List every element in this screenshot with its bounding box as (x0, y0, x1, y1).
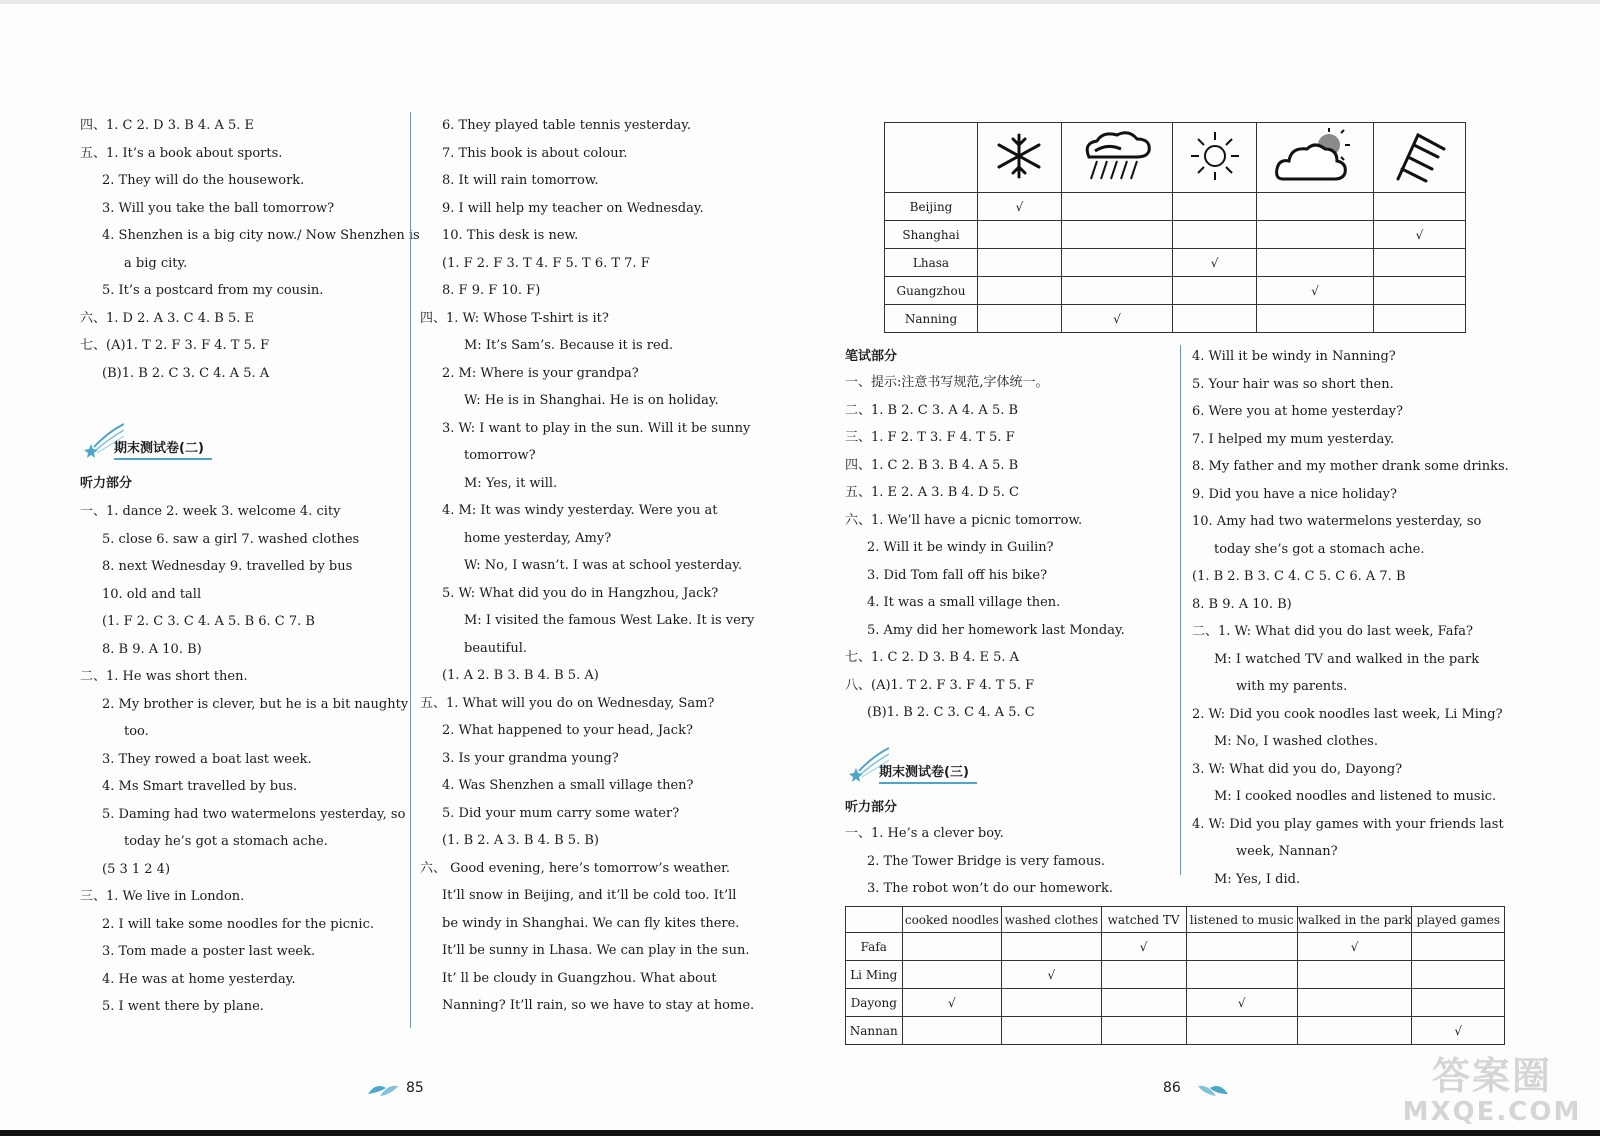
answer-line: 2. They will do the housework. (102, 173, 305, 188)
answer-line: 10. Amy had two watermelons yesterday, so (1192, 514, 1482, 529)
answer-line: 5. I went there by plane. (102, 999, 264, 1014)
check-cell (978, 277, 1062, 305)
check-cell (1061, 221, 1172, 249)
check-cell (1101, 989, 1186, 1017)
check-cell: √ (1373, 221, 1465, 249)
answer-line: 六、1. D 2. A 3. C 4. B 5. E (80, 310, 255, 326)
answer-line: be windy in Shanghai. We can fly kites there. (442, 915, 740, 931)
check-cell (1257, 221, 1374, 249)
check-cell: √ (1173, 249, 1257, 277)
answer-line: 5. W: What did you do in Hangzhou, Jack? (442, 585, 719, 601)
check-cell: √ (1412, 1017, 1505, 1045)
answer-line: 5. close 6. saw a girl 7. washed clothes (102, 531, 360, 547)
check-cell (978, 305, 1062, 333)
answer-line: 9. I will help my teacher on Wednesday. (442, 200, 704, 216)
answer-line: 8. B 9. A 10. B) (1192, 596, 1292, 612)
answer-line: (1. F 2. F 3. T 4. F 5. T 6. T 7. F (442, 255, 650, 271)
answer-line: 3. They rowed a boat last week. (102, 751, 312, 767)
answer-line: 一、1. dance 2. week 3. welcome 4. city (80, 504, 341, 519)
table-row (846, 961, 1505, 989)
answer-line: 4. M: It was windy yesterday. Were you at (442, 503, 718, 518)
answer-line: too. (124, 724, 149, 739)
check-cell (1297, 961, 1412, 989)
check-cell (1101, 1017, 1186, 1045)
answer-line: a big city. (124, 255, 188, 271)
column-1-top (80, 112, 420, 387)
check-cell: √ (1101, 933, 1186, 961)
city-name: Nanning (885, 305, 978, 333)
answer-line: 5. Your hair was so short then. (1192, 376, 1394, 392)
answer-line: 四、1. C 2. B 3. B 4. A 5. B (845, 457, 1019, 473)
answer-line: 4. Ms Smart travelled by bus. (102, 779, 298, 794)
check-cell: √ (902, 989, 1002, 1017)
answer-line: M: Yes, I did. (1214, 871, 1301, 887)
check-cell (1373, 249, 1465, 277)
column-2 (420, 112, 755, 1020)
check-cell (1412, 989, 1505, 1017)
answer-line: today she’s got a stomach ache. (1214, 541, 1425, 557)
answer-line: 8. F 9. F 10. F) (442, 283, 541, 298)
check-cell (1186, 961, 1297, 989)
answer-line: (B)1. B 2. C 3. C 4. A 5. A (102, 365, 270, 381)
answer-line: 2. My brother is clever, but he is a bit naughty (102, 696, 409, 712)
answer-line: 2. What happened to your head, Jack? (442, 723, 693, 738)
weather-header-cell (1257, 123, 1374, 193)
column-divider (410, 112, 411, 1028)
answer-line: 三、1. We live in London. (80, 889, 245, 904)
answer-line: It’ ll be cloudy in Guangzhou. What about (442, 970, 717, 986)
answer-line: 3. Tom made a poster last week. (102, 944, 316, 959)
check-cell (1061, 249, 1172, 277)
watermark-line-2: MXQE.COM (1402, 1097, 1582, 1127)
answer-line: M: I watched TV and walked in the park (1214, 651, 1480, 667)
watermark (1402, 1054, 1582, 1132)
activity-table (845, 906, 1505, 1045)
answer-line: (1. F 2. C 3. C 4. A 5. B 6. C 7. B (102, 614, 315, 629)
leaf-icon (366, 1080, 400, 1098)
answer-line: 10. This desk is new. (442, 228, 579, 243)
check-cell (1173, 305, 1257, 333)
city-name: Lhasa (885, 249, 978, 277)
weather-table (884, 122, 1466, 333)
answer-line: 4. Was Shenzhen a small village then? (442, 778, 694, 793)
answer-line: 3. The robot won’t do our homework. (867, 881, 1113, 896)
check-cell (1173, 277, 1257, 305)
leaf-icon (1196, 1080, 1230, 1098)
answer-line: 3. W: What did you do, Dayong? (1192, 761, 1403, 777)
answer-line: beautiful. (464, 640, 527, 656)
check-cell: √ (1002, 961, 1101, 989)
check-cell: √ (1257, 277, 1374, 305)
section-heading-listening-3: 听力部分 (845, 800, 898, 815)
table-row (885, 305, 1466, 333)
column-divider (1180, 345, 1181, 875)
weather-header-cell (1061, 123, 1172, 193)
sun-icon (1185, 173, 1245, 187)
answer-line: (5 3 1 2 4) (102, 861, 171, 877)
answer-line: 3. Is your grandma young? (442, 750, 619, 766)
answer-line: 一、1. He’s a clever boy. (845, 826, 1004, 841)
table-row (846, 933, 1505, 961)
answer-line: 四、1. C 2. D 3. B 4. A 5. E (80, 118, 255, 133)
table-row (885, 277, 1466, 305)
answer-line: It’ll snow in Beijing, and it’ll be cold too. It’ll (442, 888, 737, 903)
check-cell (1373, 277, 1465, 305)
city-name: Shanghai (885, 221, 978, 249)
check-cell (1412, 933, 1505, 961)
check-cell: √ (1061, 305, 1172, 333)
answer-line: 9. Did you have a nice holiday? (1192, 486, 1397, 502)
activity-header: played games (1412, 907, 1505, 933)
top-edge (0, 0, 1600, 4)
cloudy-icon (1273, 174, 1357, 188)
table-row (846, 1017, 1505, 1045)
answer-line: 三、1. F 2. T 3. F 4. T 5. F (845, 430, 1015, 445)
answer-line: 5. Daming had two watermelons yesterday, so (102, 806, 406, 822)
check-cell: √ (978, 193, 1062, 221)
student-name: Dayong (846, 989, 903, 1017)
check-cell (1061, 277, 1172, 305)
student-name: Li Ming (846, 961, 903, 989)
weather-header-cell (1373, 123, 1465, 193)
answer-line: 五、1. What will you do on Wednesday, Sam? (420, 695, 715, 711)
answer-line: (1. A 2. B 3. B 4. B 5. A) (442, 668, 599, 683)
answer-line: M: Yes, it will. (464, 475, 558, 491)
check-cell (1297, 1017, 1412, 1045)
check-cell (1002, 933, 1101, 961)
answer-line: M: I cooked noodles and listened to music. (1214, 789, 1497, 804)
check-cell (978, 249, 1062, 277)
column-1-bottom (80, 498, 410, 1021)
check-cell (1297, 989, 1412, 1017)
page-number-right: 86 (1163, 1080, 1181, 1096)
section-heading-written: 笔试部分 (845, 349, 898, 364)
answer-line: 10. old and tall (102, 586, 202, 602)
column-4 (1192, 343, 1522, 893)
check-cell (1061, 193, 1172, 221)
answer-line: 4. Will it be windy in Nanning? (1192, 349, 1396, 364)
answer-line: 一、提示:注意书写规范,字体统一。 (845, 375, 1049, 390)
answer-line: 7. I helped my mum yesterday. (1192, 431, 1395, 447)
answer-line: 二、1. B 2. C 3. A 4. A 5. B (845, 402, 1019, 418)
column-3-top (845, 369, 1175, 727)
answer-line: tomorrow? (464, 448, 536, 463)
answer-line: 3. W: I want to play in the sun. Will it be sunny (442, 420, 751, 436)
check-cell (902, 1017, 1002, 1045)
activity-header (846, 907, 903, 933)
check-cell (1373, 193, 1465, 221)
answer-line: 6. Were you at home yesterday? (1192, 404, 1403, 419)
table-row (846, 989, 1505, 1017)
check-cell (1257, 249, 1374, 277)
answer-line: 五、1. It’s a book about sports. (80, 145, 283, 161)
answer-line: W: No, I wasn’t. I was at school yesterday. (464, 558, 743, 573)
check-cell (1373, 305, 1465, 333)
check-cell (1101, 961, 1186, 989)
weather-header-empty (885, 123, 978, 193)
student-name: Fafa (846, 933, 903, 961)
answer-line: 七、1. C 2. D 3. B 4. E 5. A (845, 650, 1020, 665)
check-cell (1186, 933, 1297, 961)
answer-line: 4. W: Did you play games with your friends last (1192, 816, 1504, 832)
activity-header: cooked noodles (902, 907, 1002, 933)
answer-line: 5. Did your mum carry some water? (442, 805, 680, 821)
answer-line: 六、 Good evening, here’s tomorrow’s weather. (420, 860, 731, 876)
answer-line: 2. W: Did you cook noodles last week, Li Ming? (1192, 706, 1503, 722)
answer-line: 五、1. E 2. A 3. B 4. D 5. C (845, 485, 1020, 500)
answer-line: with my parents. (1236, 679, 1348, 694)
answer-line: 4. He was at home yesterday. (102, 971, 296, 987)
wind-icon (1386, 174, 1452, 188)
watermark-line-1: 答案圈 (1431, 1054, 1552, 1098)
check-cell (902, 961, 1002, 989)
check-cell (1173, 193, 1257, 221)
answer-line: M: I visited the famous West Lake. It is very (464, 613, 755, 628)
activity-header: walked in the park (1297, 907, 1412, 933)
student-name: Nannan (846, 1017, 903, 1045)
section-heading-listening: 听力部分 (80, 476, 133, 491)
answer-line: week, Nannan? (1236, 844, 1338, 859)
snow-icon (989, 170, 1049, 184)
answer-line: 6. They played table tennis yesterday. (442, 118, 692, 133)
check-cell: √ (1186, 989, 1297, 1017)
rain-icon (1077, 172, 1157, 186)
city-name: Guangzhou (885, 277, 978, 305)
answer-line: M: It’s Sam’s. Because it is red. (464, 338, 674, 353)
bottom-edge (0, 1130, 1600, 1136)
table-row (885, 193, 1466, 221)
answer-line: It’ll be sunny in Lhasa. We can play in the sun. (442, 943, 750, 958)
check-cell (1186, 1017, 1297, 1045)
answer-line: 8. It will rain tomorrow. (442, 173, 599, 188)
answer-line: 4. It was a small village then. (867, 595, 1061, 610)
activity-header: washed clothes (1002, 907, 1101, 933)
answer-line: 7. This book is about colour. (442, 145, 628, 161)
weather-header-cell (1173, 123, 1257, 193)
answer-line: W: He is in Shanghai. He is on holiday. (464, 393, 719, 408)
answer-line: 8. My father and my mother drank some drinks. (1192, 459, 1509, 474)
city-name: Beijing (885, 193, 978, 221)
answer-line: 七、(A)1. T 2. F 3. F 4. T 5. F (80, 338, 270, 353)
answer-line: M: No, I washed clothes. (1214, 734, 1378, 749)
answer-line: today he’s got a stomach ache. (124, 834, 328, 849)
answer-line: 5. Amy did her homework last Monday. (867, 622, 1125, 638)
answer-line: Nanning? It’ll rain, so we have to stay at home. (442, 998, 755, 1013)
answer-line: 二、1. W: What did you do last week, Fafa? (1192, 624, 1474, 639)
check-cell (1412, 961, 1505, 989)
check-cell (1257, 305, 1374, 333)
page-number-left: 85 (406, 1080, 424, 1096)
answer-line: 3. Will you take the ball tomorrow? (102, 200, 335, 216)
answer-line: 六、1. We’ll have a picnic tomorrow. (845, 512, 1083, 528)
answer-line: 8. B 9. A 10. B) (102, 641, 202, 657)
test-banner-2 (80, 420, 212, 460)
answer-line: (1. B 2. A 3. B 4. B 5. B) (442, 833, 599, 848)
answer-line: 4. Shenzhen is a big city now./ Now Shenzhen is (102, 228, 420, 243)
check-cell: √ (1297, 933, 1412, 961)
activity-header: watched TV (1101, 907, 1186, 933)
answer-line: 2. Will it be windy in Guilin? (867, 540, 1054, 555)
activity-header: listened to music (1186, 907, 1297, 933)
table-row (885, 221, 1466, 249)
banner-title: 期末测试卷(三) (879, 761, 977, 784)
answer-line: 3. Did Tom fall off his bike? (867, 567, 1048, 583)
check-cell (1257, 193, 1374, 221)
answer-line: 8. next Wednesday 9. travelled by bus (102, 559, 353, 574)
weather-header-cell (978, 123, 1062, 193)
banner-title: 期末测试卷(二) (114, 437, 212, 460)
answer-line: 2. M: Where is your grandpa? (442, 365, 639, 381)
answer-line: 八、(A)1. T 2. F 3. F 4. T 5. F (845, 677, 1035, 693)
check-cell (902, 933, 1002, 961)
answer-line: 四、1. W: Whose T-shirt is it? (420, 310, 609, 326)
answer-line: 2. I will take some noodles for the picnic. (102, 916, 374, 932)
answer-line: 2. The Tower Bridge is very famous. (867, 853, 1106, 869)
test-banner-3 (845, 744, 977, 784)
answer-line: (1. B 2. B 3. C 4. C 5. C 6. A 7. B (1192, 569, 1406, 584)
check-cell (978, 221, 1062, 249)
column-3-bottom (845, 820, 1175, 903)
answer-line: home yesterday, Amy? (464, 530, 612, 546)
answer-line: 5. It’s a postcard from my cousin. (102, 283, 324, 298)
check-cell (1002, 989, 1101, 1017)
answer-line: (B)1. B 2. C 3. C 4. A 5. C (867, 705, 1035, 720)
check-cell (1173, 221, 1257, 249)
table-row (885, 249, 1466, 277)
answer-line: 二、1. He was short then. (80, 669, 248, 684)
check-cell (1002, 1017, 1101, 1045)
